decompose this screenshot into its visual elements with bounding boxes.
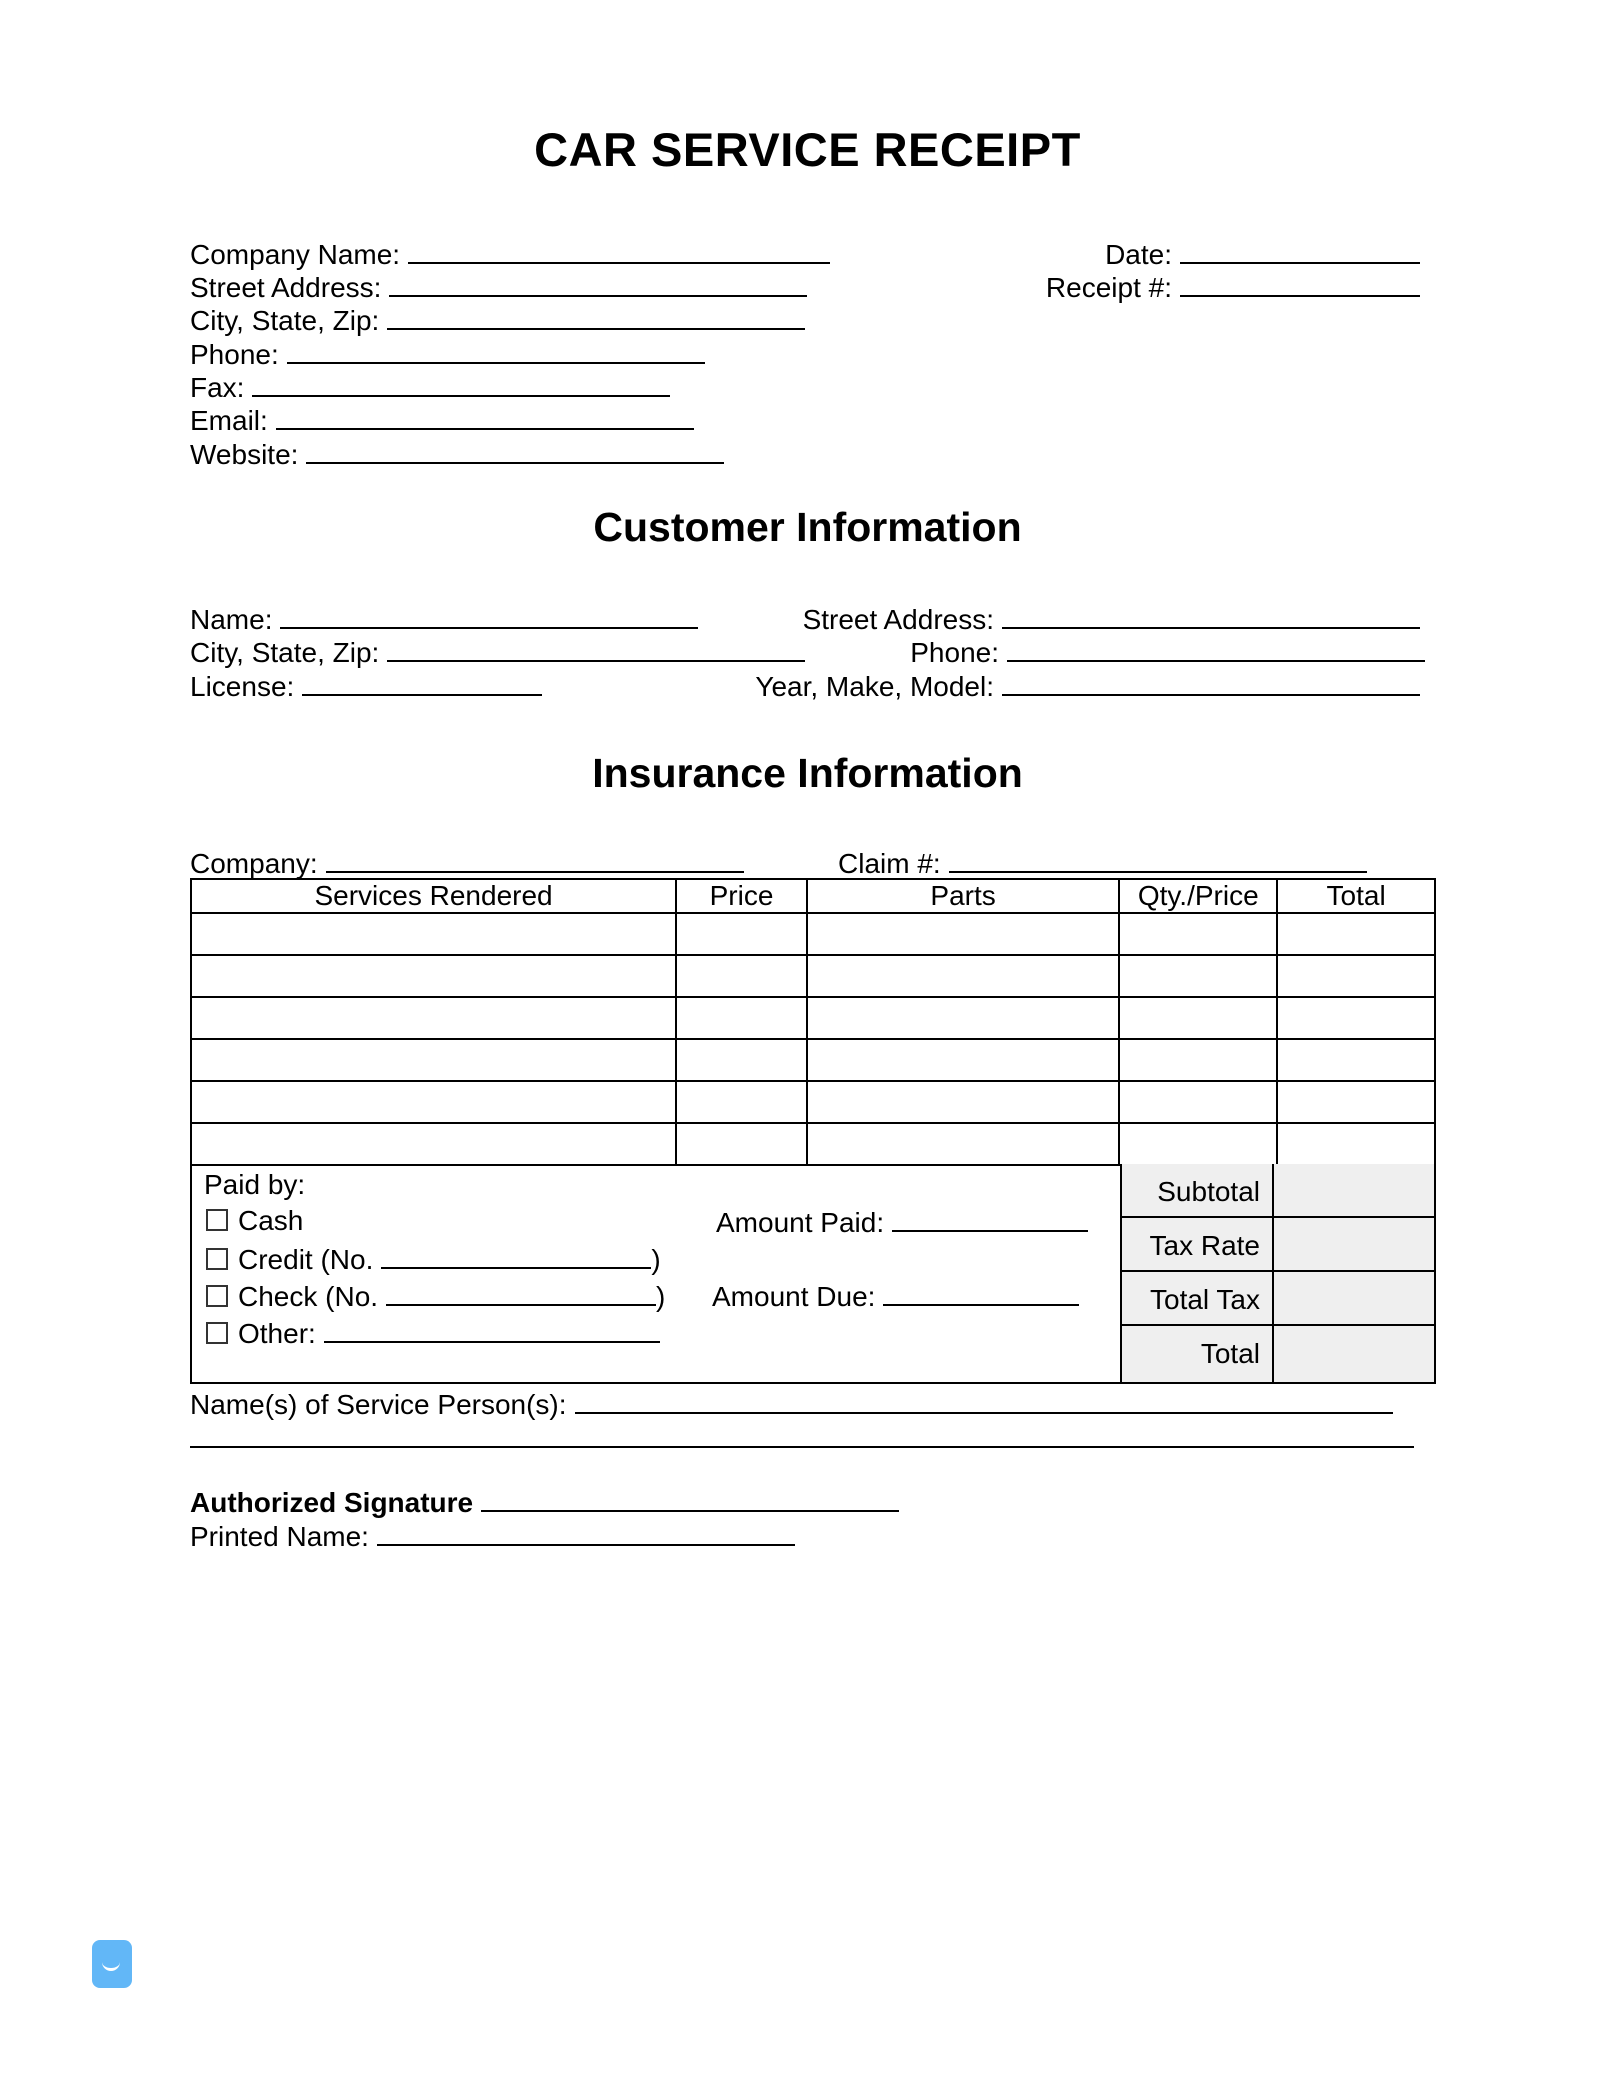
page-title: CAR SERVICE RECEIPT bbox=[534, 123, 1081, 176]
company-email-field[interactable] bbox=[190, 402, 694, 436]
amount-due-field[interactable] bbox=[712, 1278, 1079, 1312]
amount-due-line[interactable] bbox=[883, 1278, 1079, 1306]
table-cell[interactable] bbox=[807, 955, 1119, 997]
company-website-line[interactable] bbox=[306, 436, 724, 464]
total-label: Total bbox=[1122, 1326, 1274, 1382]
credit-label: Credit (No. bbox=[238, 1244, 374, 1275]
table-row bbox=[191, 1081, 1435, 1123]
table-cell[interactable] bbox=[1119, 1123, 1277, 1165]
company-website-field[interactable] bbox=[190, 436, 724, 470]
check-number-line[interactable] bbox=[386, 1278, 656, 1306]
customer-city-label: City, State, Zip: bbox=[190, 637, 380, 668]
table-row bbox=[191, 997, 1435, 1039]
other-label: Other: bbox=[238, 1318, 316, 1349]
tax-rate-value[interactable] bbox=[1274, 1218, 1434, 1270]
other-option[interactable] bbox=[206, 1315, 660, 1349]
claim-number-field[interactable] bbox=[838, 845, 1367, 879]
total-tax-label: Total Tax bbox=[1122, 1272, 1274, 1324]
company-phone-label: Phone: bbox=[190, 339, 279, 370]
customer-heading: Customer Information bbox=[593, 504, 1022, 550]
col-services-rendered: Services Rendered bbox=[191, 879, 676, 913]
customer-name-label: Name: bbox=[190, 604, 273, 635]
customer-name-field[interactable] bbox=[190, 601, 698, 635]
total-tax-value[interactable] bbox=[1274, 1272, 1434, 1324]
table-cell[interactable] bbox=[1119, 955, 1277, 997]
table-cell[interactable] bbox=[1277, 955, 1435, 997]
table-row bbox=[191, 913, 1435, 955]
amount-paid-field[interactable] bbox=[716, 1204, 1088, 1238]
subtotal-label: Subtotal bbox=[1122, 1164, 1274, 1216]
date-field[interactable] bbox=[1105, 236, 1420, 270]
customer-city-line[interactable] bbox=[387, 634, 805, 662]
signature-label: Authorized Signature bbox=[190, 1487, 474, 1518]
tax-rate-row bbox=[1120, 1218, 1434, 1272]
smile-icon bbox=[102, 1958, 120, 1971]
credit-option[interactable] bbox=[206, 1241, 661, 1275]
table-cell[interactable] bbox=[1119, 997, 1277, 1039]
check-label: Check (No. bbox=[238, 1281, 379, 1312]
customer-phone-field[interactable] bbox=[910, 634, 1425, 668]
table-cell[interactable] bbox=[807, 913, 1119, 955]
customer-license-field[interactable] bbox=[190, 668, 542, 702]
table-cell[interactable] bbox=[676, 955, 807, 997]
table-row bbox=[191, 955, 1435, 997]
total-tax-row bbox=[1120, 1272, 1434, 1326]
company-website-label: Website: bbox=[190, 439, 299, 470]
other-line[interactable] bbox=[324, 1315, 660, 1343]
table-cell[interactable] bbox=[676, 1081, 807, 1123]
customer-street-label: Street Address: bbox=[802, 604, 994, 635]
subtotal-row bbox=[1120, 1164, 1434, 1218]
cash-checkbox[interactable] bbox=[206, 1209, 228, 1231]
table-cell[interactable] bbox=[1277, 1123, 1435, 1165]
company-city-line[interactable] bbox=[387, 302, 805, 330]
printed-name-field[interactable] bbox=[190, 1518, 795, 1552]
claim-number-line[interactable] bbox=[949, 845, 1367, 873]
printed-name-line[interactable] bbox=[377, 1518, 795, 1546]
company-city-field[interactable] bbox=[190, 302, 805, 336]
insurance-heading: Insurance Information bbox=[592, 750, 1023, 796]
table-cell[interactable] bbox=[191, 997, 676, 1039]
table-cell[interactable] bbox=[1277, 1039, 1435, 1081]
customer-license-line[interactable] bbox=[302, 668, 542, 696]
check-option[interactable] bbox=[206, 1278, 665, 1312]
company-email-line[interactable] bbox=[276, 402, 694, 430]
total-value[interactable] bbox=[1274, 1326, 1434, 1382]
company-phone-line[interactable] bbox=[287, 336, 705, 364]
service-person-line[interactable] bbox=[575, 1386, 1393, 1414]
service-person-line-2[interactable] bbox=[190, 1446, 1414, 1448]
col-parts: Parts bbox=[807, 879, 1119, 913]
table-cell[interactable] bbox=[676, 997, 807, 1039]
receipt-number-line[interactable] bbox=[1180, 269, 1420, 297]
company-fax-label: Fax: bbox=[190, 372, 245, 403]
table-cell[interactable] bbox=[191, 1039, 676, 1081]
table-cell[interactable] bbox=[191, 1123, 676, 1165]
table-cell[interactable] bbox=[807, 1039, 1119, 1081]
customer-name-line[interactable] bbox=[280, 601, 698, 629]
credit-number-line[interactable] bbox=[381, 1241, 651, 1269]
table-cell[interactable] bbox=[807, 997, 1119, 1039]
cash-label: Cash bbox=[238, 1205, 304, 1236]
paid-by-label: Paid by: bbox=[204, 1169, 306, 1200]
company-email-label: Email: bbox=[190, 405, 268, 436]
other-checkbox[interactable] bbox=[206, 1322, 228, 1344]
table-cell[interactable] bbox=[807, 1123, 1119, 1165]
table-cell[interactable] bbox=[191, 913, 676, 955]
insurance-company-line[interactable] bbox=[326, 845, 744, 873]
col-total: Total bbox=[1277, 879, 1435, 913]
cash-option[interactable] bbox=[206, 1204, 303, 1238]
tax-rate-label: Tax Rate bbox=[1122, 1218, 1274, 1270]
receipt-number-field[interactable] bbox=[1046, 269, 1420, 303]
table-row bbox=[191, 1123, 1435, 1165]
date-label: Date: bbox=[1105, 239, 1172, 270]
table-cell[interactable] bbox=[191, 1081, 676, 1123]
amount-due-label: Amount Due: bbox=[712, 1281, 876, 1312]
customer-phone-line[interactable] bbox=[1007, 634, 1425, 662]
signature-field[interactable] bbox=[190, 1484, 899, 1518]
receipt-number-label: Receipt #: bbox=[1045, 272, 1172, 303]
service-person-field[interactable] bbox=[190, 1386, 1393, 1420]
customer-street-line[interactable] bbox=[1002, 601, 1420, 629]
payment-box bbox=[190, 1164, 1436, 1384]
customer-license-label: License: bbox=[190, 671, 295, 702]
table-cell[interactable] bbox=[807, 1081, 1119, 1123]
credit-checkbox[interactable] bbox=[206, 1248, 228, 1270]
date-line[interactable] bbox=[1180, 236, 1420, 264]
table-row bbox=[191, 1039, 1435, 1081]
insurance-company-label: Company: bbox=[190, 848, 318, 879]
table-cell[interactable] bbox=[1119, 913, 1277, 955]
check-close-paren: ) bbox=[656, 1281, 666, 1312]
table-cell[interactable] bbox=[1119, 1081, 1277, 1123]
customer-street-field[interactable] bbox=[803, 601, 1420, 635]
company-city-label: City, State, Zip: bbox=[190, 305, 380, 336]
customer-vehicle-line[interactable] bbox=[1002, 668, 1420, 696]
table-cell[interactable] bbox=[1277, 913, 1435, 955]
table-header-row bbox=[191, 879, 1435, 913]
col-price: Price bbox=[676, 879, 807, 913]
company-name-label: Company Name: bbox=[190, 239, 401, 270]
amount-paid-line[interactable] bbox=[892, 1204, 1088, 1232]
total-row bbox=[1120, 1326, 1434, 1382]
printed-name-label: Printed Name: bbox=[190, 1521, 369, 1552]
company-phone-field[interactable] bbox=[190, 336, 705, 370]
signature-line[interactable] bbox=[481, 1484, 899, 1512]
totals-panel bbox=[1120, 1164, 1434, 1382]
company-name-line[interactable] bbox=[408, 236, 830, 264]
table-cell[interactable] bbox=[676, 1123, 807, 1165]
insurance-company-field[interactable] bbox=[190, 845, 744, 879]
services-table bbox=[190, 878, 1436, 1166]
company-street-field[interactable] bbox=[190, 269, 807, 303]
customer-vehicle-label: Year, Make, Model: bbox=[755, 671, 994, 702]
company-street-label: Street Address: bbox=[190, 272, 382, 303]
table-cell[interactable] bbox=[676, 1039, 807, 1081]
customer-city-field[interactable] bbox=[190, 634, 805, 668]
table-cell[interactable] bbox=[676, 913, 807, 955]
claim-number-label: Claim #: bbox=[838, 848, 941, 879]
service-person-label: Name(s) of Service Person(s): bbox=[190, 1389, 567, 1420]
table-cell[interactable] bbox=[1277, 997, 1435, 1039]
check-checkbox[interactable] bbox=[206, 1285, 228, 1307]
amount-paid-label: Amount Paid: bbox=[716, 1207, 885, 1238]
company-fax-field[interactable] bbox=[190, 369, 670, 403]
table-cell[interactable] bbox=[1277, 1081, 1435, 1123]
customer-phone-label: Phone: bbox=[910, 637, 999, 668]
company-name-field[interactable] bbox=[190, 236, 830, 270]
company-street-line[interactable] bbox=[389, 269, 807, 297]
company-fax-line[interactable] bbox=[252, 369, 670, 397]
col-qty-price: Qty./Price bbox=[1119, 879, 1277, 913]
table-cell[interactable] bbox=[1119, 1039, 1277, 1081]
credit-close-paren: ) bbox=[651, 1244, 661, 1275]
subtotal-value[interactable] bbox=[1274, 1164, 1434, 1216]
table-cell[interactable] bbox=[191, 955, 676, 997]
brand-logo-icon bbox=[92, 1940, 132, 1988]
customer-vehicle-field[interactable] bbox=[755, 668, 1420, 702]
